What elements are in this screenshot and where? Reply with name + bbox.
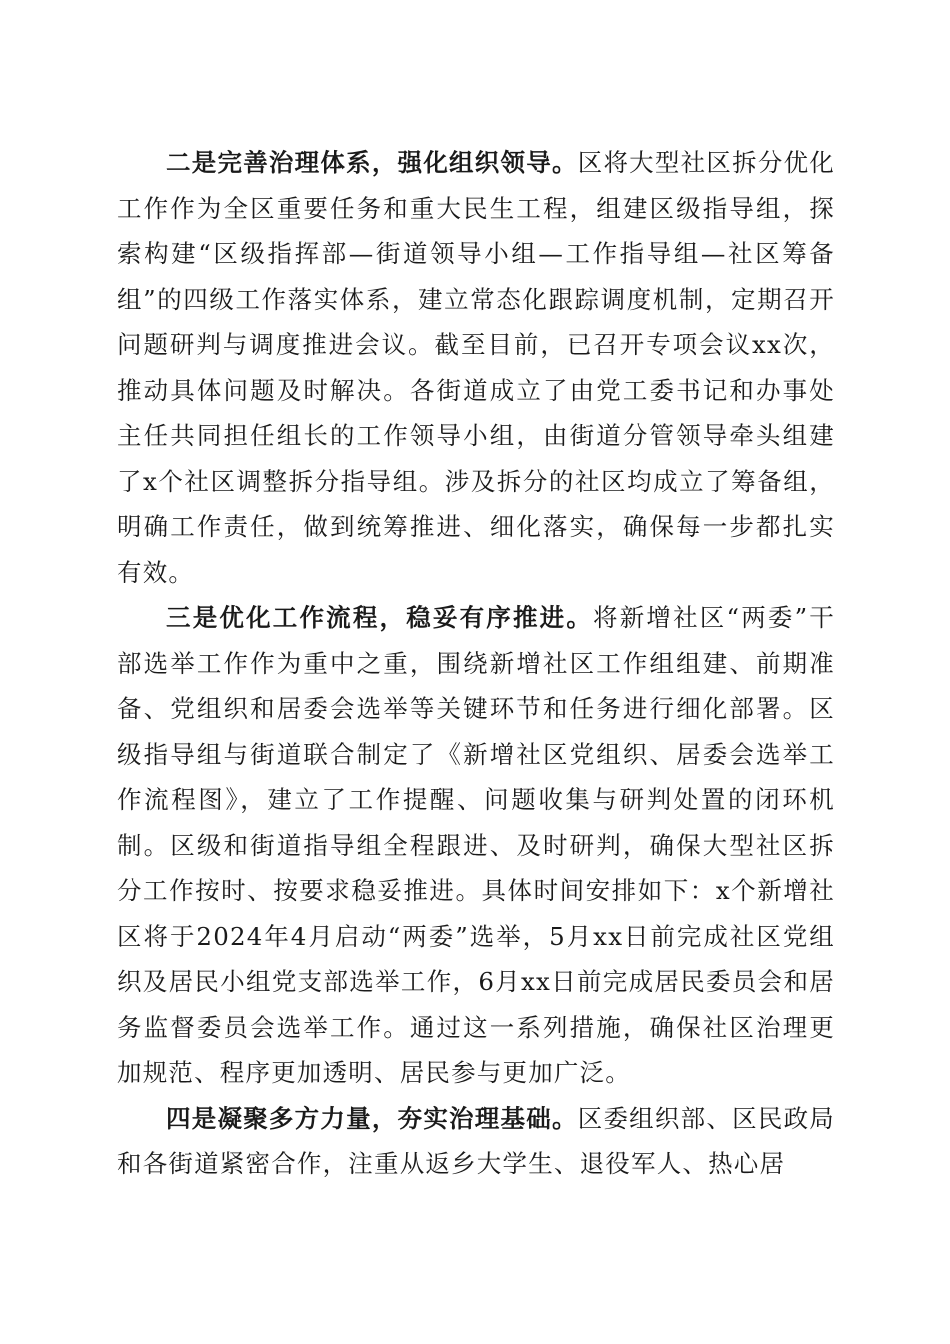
paragraph-text: 区委组织部、区民政局和各街道紧密合作，注重从返乡大学生、退役军人、热心居 xyxy=(117,1103,836,1178)
paragraph-text: 区将大型社区拆分优化工作作为全区重要任务和重大民生工程，组建区级指导组，探索构建“区级指挥部—街道领导小组—工作指导组—社区筹备组”的四级工作落实体系，建立常态化跟踪调度机制，定期召开问题研判与调度推进会议。截至目前，已召开专项会议xx次，推动具体问题及时解决。各街道成立了由党工委书记和办事处主任共同担任组长的工作领导小组，由街道分管领导牵头组建了x个社区调整拆分指导组。涉及拆分的社区均成立了筹备组，明确工作责任，做到统筹推进、细化落实，确保每一步都扎实有效。 xyxy=(117,148,836,587)
document-body xyxy=(117,140,835,1187)
paragraph-multi-party-forces xyxy=(117,1096,835,1187)
paragraph-governance-system xyxy=(117,140,835,595)
paragraph-text: 将新增社区“两委”干部选举工作作为重中之重，围绕新增社区工作组组建、前期准备、党组织和居委会选举等关键环节和任务进行细化部署。区级指导组与街道联合制定了《新增社区党组织、居委会选举工作流程图》，建立了工作提醒、问题收集与研判处置的闭环机制。区级和街道指导组全程跟进、及时研判，确保大型社区拆分工作按时、按要求稳妥推进。具体时间安排如下：x个新增社区将于2024年4月启动“两委”选举，5月xx日前完成社区党组织及居民小组党支部选举工作，6月xx日前完成居民委员会和居务监督委员会选举工作。通过这一系列措施，确保社区治理更加规范、程序更加透明、居民参与更加广泛。 xyxy=(117,603,835,1087)
paragraph-heading: 二是完善治理体系，强化组织领导。 xyxy=(166,148,578,177)
paragraph-workflow-optimization xyxy=(117,595,835,1096)
paragraph-heading: 三是优化工作流程，稳妥有序推进。 xyxy=(166,603,594,632)
paragraph-heading: 四是凝聚多方力量，夯实治理基础。 xyxy=(166,1103,578,1133)
